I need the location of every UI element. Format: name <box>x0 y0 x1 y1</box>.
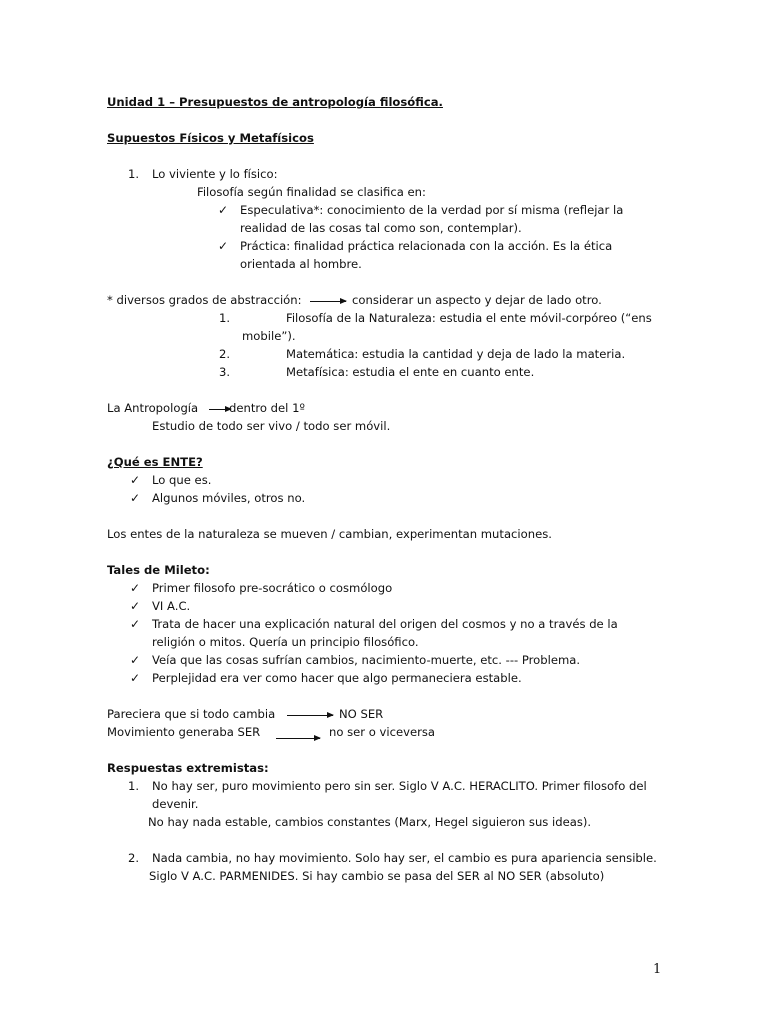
list-item-metafisica: Metafísica: estudia el ente en cuanto ente. <box>286 365 535 379</box>
paragraph-line: La Antropología <box>107 401 199 415</box>
checkmark-item: ✓ Perplejidad era ver como hacer que algo permaneciera estable. <box>152 670 522 686</box>
paragraph-line: * diversos grados de abstracción: <box>107 293 302 307</box>
paragraph-line: Los entes de la naturaleza se mueven / cambian, experimentan mutaciones. <box>107 527 552 541</box>
section-heading-ente: ¿Qué es ENTE? <box>107 455 203 469</box>
checkmark-item-cont: religión o mitos. Quería un principio filosófico. <box>152 635 419 649</box>
paragraph-line: Estudio de todo ser vivo / todo ser móvil. <box>152 419 391 433</box>
list-item-cont: No hay nada estable, cambios constantes (Marx, Hegel siguieron sus ideas). <box>148 815 592 829</box>
list-number: 2. <box>219 347 231 361</box>
list-number: 3. <box>219 365 231 379</box>
section-heading-respuestas: Respuestas extremistas: <box>107 761 269 775</box>
checkmark-item: ✓ VI A.C. <box>152 598 190 614</box>
list-item-matematica: Matemática: estudia la cantidad y deja de lado la materia. <box>286 347 626 361</box>
checkmark-item-cont: orientada al hombre. <box>240 257 362 271</box>
document-title: Unidad 1 – Presupuestos de antropología filosófica. <box>107 95 443 109</box>
arrow-right-icon <box>287 715 333 716</box>
arrow-right-icon <box>209 409 231 410</box>
list-item-heraclito: No hay ser, puro movimiento pero sin ser. Siglo V A.C. HERACLITO. Primer filosofo del <box>152 779 647 793</box>
checkmark-item: ✓ Algunos móviles, otros no. <box>152 490 305 506</box>
checkmark-item: ✓ Práctica: finalidad práctica relacionada con la acción. Es la ética <box>240 238 612 254</box>
list-item-cont: mobile”). <box>242 329 296 343</box>
checkmark-item-cont: realidad de las cosas tal como son, contemplar). <box>240 221 522 235</box>
paragraph-line: dentro del 1º <box>229 401 305 415</box>
list-item-naturaleza: Filosofía de la Naturaleza: estudia el ente móvil-corpóreo (“ens <box>286 311 652 325</box>
paragraph-line: no ser o viceversa <box>329 725 436 739</box>
list-item-parmenides: Nada cambia, no hay movimiento. Solo hay ser, el cambio es pura apariencia sensible. <box>152 851 657 865</box>
list-item-viviente: Lo viviente y lo físico: <box>152 167 278 181</box>
list-item-cont: Siglo V A.C. PARMENIDES. Si hay cambio se pasa del SER al NO SER (absoluto) <box>149 869 605 883</box>
checkmark-item: ✓ Trata de hacer una explicación natural del origen del cosmos y no a través de la <box>152 616 618 632</box>
paragraph-line: considerar un aspecto y dejar de lado otro. <box>352 293 602 307</box>
checkmark-item: ✓ Veía que las cosas sufrían cambios, nacimiento-muerte, etc. --- Problema. <box>152 652 580 668</box>
list-item-cont: devenir. <box>152 797 199 811</box>
checkmark-item: ✓ Lo que es. <box>152 472 211 488</box>
arrow-right-icon <box>276 738 320 739</box>
arrow-right-icon <box>310 301 346 302</box>
list-number: 1. <box>128 779 140 793</box>
section-heading-tales: Tales de Mileto: <box>107 563 210 577</box>
paragraph-line: Movimiento generaba SER <box>107 725 261 739</box>
list-number: 2. <box>128 851 140 865</box>
checkmark-item: ✓ Primer filosofo pre-socrático o cosmólogo <box>152 580 392 596</box>
paragraph-line: NO SER <box>339 707 384 721</box>
paragraph-line: Filosofía según finalidad se clasifica en: <box>197 185 426 199</box>
section-heading-supuestos: Supuestos Físicos y Metafísicos <box>107 131 314 145</box>
paragraph-line: Pareciera que si todo cambia <box>107 707 276 721</box>
list-number: 1. <box>128 167 140 181</box>
checkmark-item: ✓ Especulativa*: conocimiento de la verdad por sí misma (reflejar la <box>240 202 623 218</box>
list-number: 1. <box>219 311 231 325</box>
page-number: 1 <box>653 962 662 977</box>
